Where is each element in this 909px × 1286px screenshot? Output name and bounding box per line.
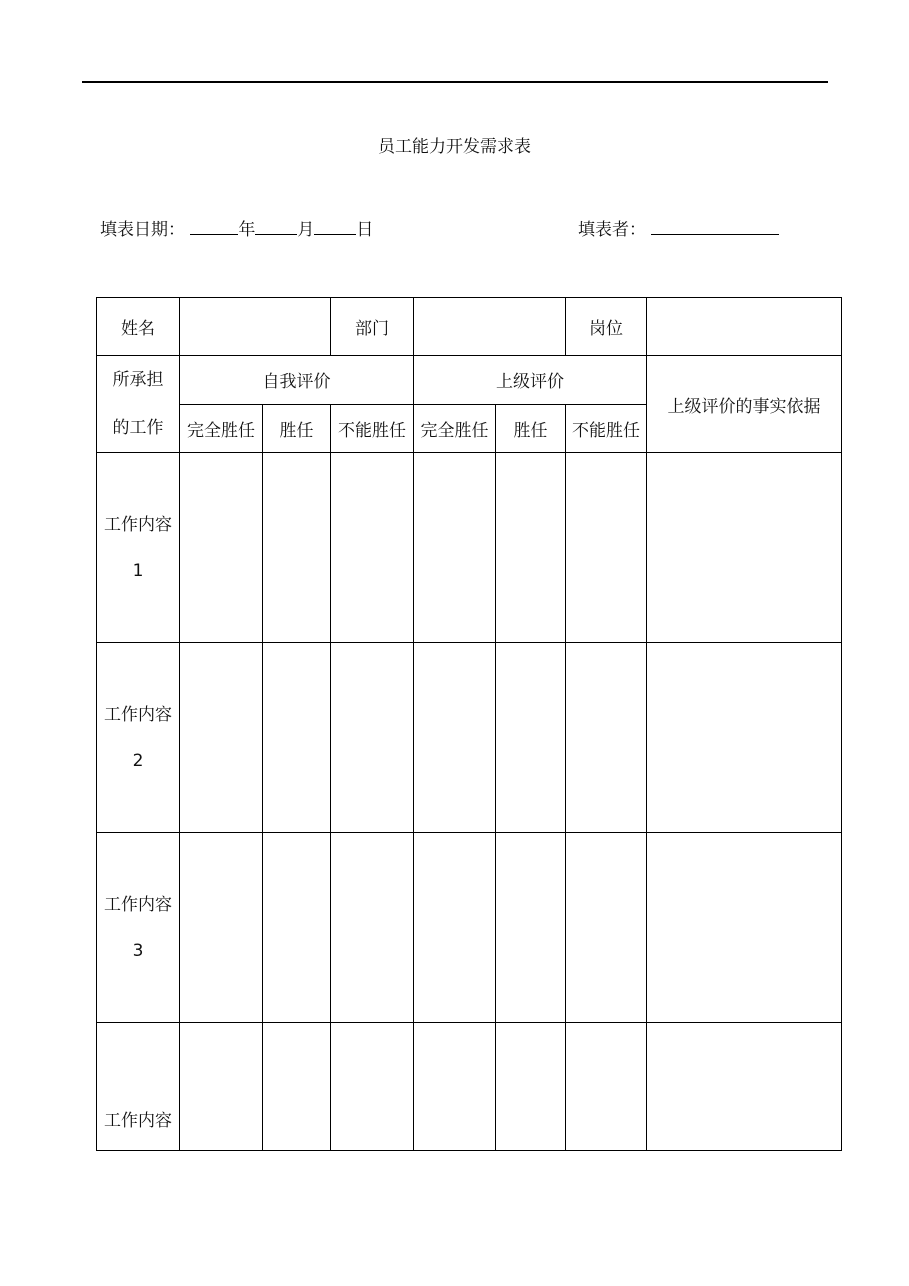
filler-blank[interactable] xyxy=(651,216,779,235)
self-not-cell[interactable] xyxy=(331,453,414,643)
form-title: 员工能力开发需求表 xyxy=(378,137,531,157)
self-eval-header: 自我评价 xyxy=(180,356,414,405)
superior-fully-competent: 完全胜任 xyxy=(414,404,496,453)
work-item-text: 工作内容 xyxy=(104,704,172,725)
work-row-1 xyxy=(97,453,842,643)
superior-competent: 胜任 xyxy=(496,404,566,453)
work-row-4 xyxy=(97,1023,842,1151)
work-item-num: 2 xyxy=(132,750,144,771)
day-label: 日 xyxy=(356,220,374,240)
self-fully-competent: 完全胜任 xyxy=(180,404,263,453)
superior-competent-cell[interactable] xyxy=(496,1023,566,1151)
self-not-competent: 不能胜任 xyxy=(331,404,414,453)
work-row-3 xyxy=(97,833,842,1023)
day-blank[interactable] xyxy=(314,216,356,235)
self-fully-cell[interactable] xyxy=(180,453,263,643)
superior-competent-cell[interactable] xyxy=(496,833,566,1023)
work-item-num: 1 xyxy=(132,560,144,581)
fill-date xyxy=(100,216,373,240)
name-label: 姓名 xyxy=(97,298,180,356)
fill-date-label: 填表日期： xyxy=(100,220,185,240)
capability-table xyxy=(96,297,842,1151)
position-cell[interactable] xyxy=(647,298,842,356)
work-item-label xyxy=(97,833,180,1023)
work-item-num: 3 xyxy=(132,940,144,961)
self-fully-cell[interactable] xyxy=(180,1023,263,1151)
work-item-label xyxy=(97,453,180,643)
superior-fully-cell[interactable] xyxy=(414,643,496,833)
dept-cell[interactable] xyxy=(414,298,566,356)
superior-not-competent: 不能胜任 xyxy=(566,404,647,453)
filler xyxy=(578,216,779,240)
basis-cell[interactable] xyxy=(647,833,842,1023)
header-row xyxy=(97,298,842,356)
superior-not-cell[interactable] xyxy=(566,833,647,1023)
work-item-label xyxy=(97,1023,180,1151)
superior-fully-cell[interactable] xyxy=(414,1023,496,1151)
superior-not-cell[interactable] xyxy=(566,643,647,833)
work-assumed-label xyxy=(97,356,180,453)
basis-cell[interactable] xyxy=(647,643,842,833)
work-item-text: 工作内容 xyxy=(104,514,172,535)
superior-competent-cell[interactable] xyxy=(496,453,566,643)
superior-competent-cell[interactable] xyxy=(496,643,566,833)
self-not-cell[interactable] xyxy=(331,643,414,833)
basis-cell[interactable] xyxy=(647,1023,842,1151)
header-rule xyxy=(82,81,828,83)
self-not-cell[interactable] xyxy=(331,1023,414,1151)
name-cell[interactable] xyxy=(180,298,331,356)
filler-label: 填表者： xyxy=(578,220,646,240)
position-label: 岗位 xyxy=(566,298,647,356)
self-competent-cell[interactable] xyxy=(263,453,331,643)
self-competent: 胜任 xyxy=(263,404,331,453)
superior-not-cell[interactable] xyxy=(566,453,647,643)
year-label: 年 xyxy=(238,220,256,240)
eval-group-row xyxy=(97,356,842,405)
self-competent-cell[interactable] xyxy=(263,1023,331,1151)
self-competent-cell[interactable] xyxy=(263,643,331,833)
work-item-text: 工作内容 xyxy=(104,1110,172,1131)
superior-eval-header: 上级评价 xyxy=(414,356,647,405)
self-fully-cell[interactable] xyxy=(180,833,263,1023)
work-item-text: 工作内容 xyxy=(104,894,172,915)
dept-label: 部门 xyxy=(331,298,414,356)
self-fully-cell[interactable] xyxy=(180,643,263,833)
self-not-cell[interactable] xyxy=(331,833,414,1023)
work-assumed-line1: 所承担 xyxy=(112,370,164,390)
year-blank[interactable] xyxy=(190,216,238,235)
self-competent-cell[interactable] xyxy=(263,833,331,1023)
superior-fully-cell[interactable] xyxy=(414,453,496,643)
work-row-2 xyxy=(97,643,842,833)
superior-fully-cell[interactable] xyxy=(414,833,496,1023)
basis-cell[interactable] xyxy=(647,453,842,643)
work-item-label xyxy=(97,643,180,833)
basis-header: 上级评价的事实依据 xyxy=(647,356,842,453)
superior-not-cell[interactable] xyxy=(566,1023,647,1151)
month-label: 月 xyxy=(297,220,315,240)
work-assumed-line2: 的工作 xyxy=(112,418,164,438)
month-blank[interactable] xyxy=(255,216,297,235)
